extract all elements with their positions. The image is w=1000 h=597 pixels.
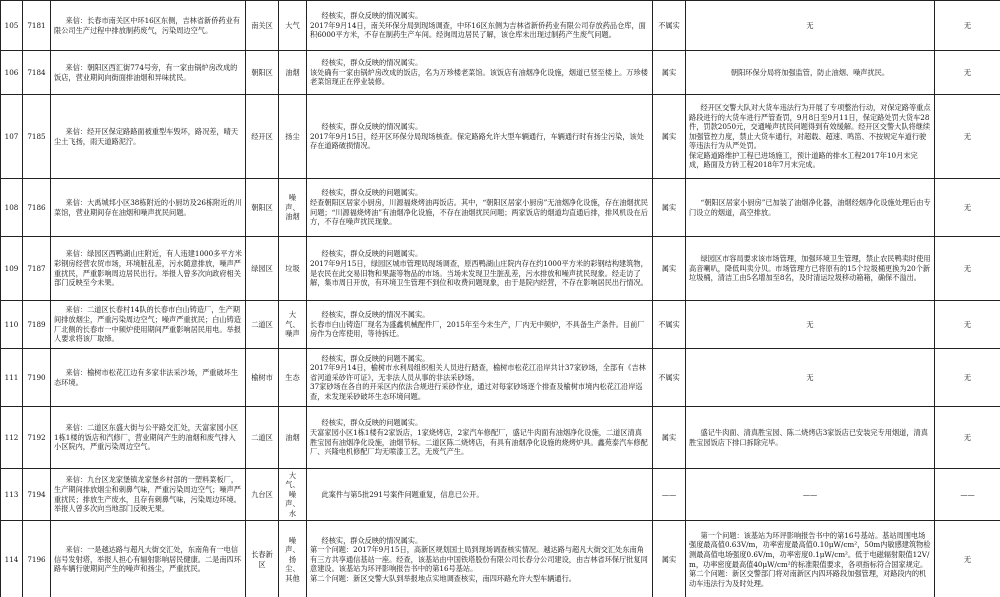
handling-measures: “朝阳区居家小厨房”已加装了油烟净化器，油烟经烟净化设施处理后由专门设立的烟道，高空排放。 bbox=[686, 179, 935, 237]
investigation-result: 经核实，群众反映的问题属实。 经查朝阳区居家小厨房，川源福烧烤油再饭店。其中，“朝阳区居家小厨房”无油烟净化设施，存在油烟扰民问题；“川源福烧烤油”有油烟净化设施，不存在油烟扰民问题；两家饭店的烟道均直通后排，排风机设在后方，不存在噪声扰民现象。 bbox=[307, 179, 653, 237]
table-row bbox=[1, 407, 1000, 469]
accountability: 无 bbox=[935, 95, 1000, 179]
verification-status: 属实 bbox=[653, 407, 686, 469]
table-row bbox=[1, 237, 1000, 301]
table-row bbox=[1, 95, 1000, 179]
row-number: 111 bbox=[1, 349, 23, 407]
investigation-result: 经核实，群众反映的情况属实。 第一个问题：2017年9月15日，高新区规划国土局到现场调查核实情况。越达路与超凡大街交汇处东南角有三方共享通信基站一座。经查，该基站由中国铁塔股份有限公司长春分公司建设，由吉林省环保厅批复同意建设。该基站为环评影响报告书中的第16号基站。 第二个问题：新区交警大队到举报地点实地调查核实，南四环路允许大型车辆通行。 bbox=[307, 521, 653, 597]
verification-status: 属实 bbox=[653, 521, 686, 597]
case-id: 7186 bbox=[23, 179, 51, 237]
pollution-type: 扬尘 bbox=[279, 95, 307, 179]
accountability: 无 bbox=[935, 407, 1000, 469]
handling-measures: 无 bbox=[686, 301, 935, 349]
investigation-result: 经核实，群众反映的问题不属实。 2017年9月14日，榆树市水利局组织相关人员进行踏查，榆树市松花江沿岸共计37家砂场，全部有《吉林省河道采砂许可证》，无非法人员从事的非法采砂场。 37家砂场在各自的开采区内依法合规进行采砂作业，通过对每家砂场逐个排查及榆树市境内松花江沿岸巡查，未发现采砂破坏生态环境问题。 bbox=[307, 349, 653, 407]
row-number: 113 bbox=[1, 469, 23, 521]
case-id: 7184 bbox=[23, 51, 51, 95]
handling-measures: 绿园区市容局要求该市场管理，加强环境卫生管理，禁止农民鸭卖时使用高音喇叭，降低叫卖分贝。市场管理方已将原有的15个垃圾桶更换为20个新垃圾桶，清洁工由5名增加至8名，及时清运垃圾移动箱箱，确保不溢出。 bbox=[686, 237, 935, 301]
accountability: —— bbox=[935, 469, 1000, 521]
district: 二道区 bbox=[246, 407, 279, 469]
case-id: 7196 bbox=[23, 521, 51, 597]
district: 南关区 bbox=[246, 1, 279, 51]
row-number: 108 bbox=[1, 179, 23, 237]
district: 朝阳区 bbox=[246, 51, 279, 95]
district: 绿园区 bbox=[246, 237, 279, 301]
table-row bbox=[1, 179, 1000, 237]
row-number: 114 bbox=[1, 521, 23, 597]
table-row bbox=[1, 51, 1000, 95]
verification-status: 属实 bbox=[653, 95, 686, 179]
accountability: 无 bbox=[935, 349, 1000, 407]
verification-status: 不属实 bbox=[653, 301, 686, 349]
case-id: 7192 bbox=[23, 407, 51, 469]
complaint-text: 来信：二道区长春村14队的长春市白山铸造厂，生产期间排放烟尘，严重污染周边空气；噪声严重扰民；白山铸造厂北侧的长春市一中频炉使用期间严重影响居民用电。举报人要求将该厂取缔。 bbox=[51, 301, 246, 349]
verification-status: —— bbox=[653, 469, 686, 521]
case-id: 7190 bbox=[23, 349, 51, 407]
accountability: 无 bbox=[935, 179, 1000, 237]
pollution-type: 垃圾 bbox=[279, 237, 307, 301]
row-number: 110 bbox=[1, 301, 23, 349]
accountability: 无 bbox=[935, 51, 1000, 95]
row-number: 105 bbox=[1, 1, 23, 51]
district: 二道区 bbox=[246, 301, 279, 349]
investigation-result: 经核实，群众反映的问题属实。 天富家园小区1栋1楼有2家饭店，1家烧烤店，2家汽车修配厂，盛记牛肉面有油烟净化设施，二道区清真胜宝园有油烟净化设施，油烟节标。二道区陈二烧烤店，有具有油烟净化设施的烧烤炉具。鑫苑泰汽车修配厂、兴隆电机修配厂均无喷漆工艺，无废气产生。 bbox=[307, 407, 653, 469]
complaint-text: 来信：一是越达路与超凡大街交汇处，东南角有一电信信号发射塔，举报人担心有辐射影响居民健康。二是南四环路车辆行驶期间产生的噪声和扬尘，严重扰民。 bbox=[51, 521, 246, 597]
verification-status: 不属实 bbox=[653, 349, 686, 407]
table-row bbox=[1, 301, 1000, 349]
handling-measures: —— bbox=[686, 469, 935, 521]
handling-measures: 无 bbox=[686, 349, 935, 407]
complaint-text: 来信：大禹城邦小区38栋附近的小厨坊及26栋附近的川菜馆，营业期间存在油烟和噪声扰民问题。 bbox=[51, 179, 246, 237]
complaint-text: 来信：绿园区西鸭湖山庄附近，有人违建1000多平方米彩钢房经营农贸市场，环境脏乱差，污水随意排放，噪声严重扰民，严重影响周边居民出行。举报人曾多次向政府相关部门反映至今未果。 bbox=[51, 237, 246, 301]
complaint-text: 来信：长春市南关区中环16区东侧，吉林省新侨药业有限公司生产过程中排放制药废气，污染周边空气。 bbox=[51, 1, 246, 51]
pollution-type: 大气 bbox=[279, 1, 307, 51]
row-number: 106 bbox=[1, 51, 23, 95]
pollution-type: 油烟 bbox=[279, 51, 307, 95]
complaint-text: 来信：经开区保定路路面被重型车毁坏，路况差，晴天尘土飞扬，雨天道路泥泞。 bbox=[51, 95, 246, 179]
investigation-result: 经核实，群众反映的问题属实。 2017年9月15日，绿园区城市管理局现场调查，原西鸭湖山庄院内存在约1000平方米的彩钢结构建筑物，是农民在此交易旧物和果蔬等物品的市场。当场未发现卫生脏乱差，污水排放和噪声扰民现象。经走访了解，集市周日开放，有环境卫生管理不到位和收费问题现象，由于是院内经营，不存在影响居民出行情况。 bbox=[307, 237, 653, 301]
pollution-type: 油烟 bbox=[279, 407, 307, 469]
investigation-result: 此案件与第5批291号案件问题重复，信息已公开。 bbox=[307, 469, 653, 521]
case-id: 7189 bbox=[23, 301, 51, 349]
accountability: 无 bbox=[935, 237, 1000, 301]
table-row bbox=[1, 349, 1000, 407]
district: 榆树市 bbox=[246, 349, 279, 407]
complaint-text: 来信：榆树市松花江边有多家非法采沙场，严重破坏生态环境。 bbox=[51, 349, 246, 407]
accountability: 无 bbox=[935, 301, 1000, 349]
district: 经开区 bbox=[246, 95, 279, 179]
row-number: 109 bbox=[1, 237, 23, 301]
pollution-type: 噪声、油烟 bbox=[279, 179, 307, 237]
investigation-result: 经核实，群众反映的情况属实。 2017年9月14日，南关环保分局到现场调查，中环16区东侧为吉林省新侨药业有限公司存放药品仓库，面积6000平方米，不存在制药生产车间。经询周边居民了解，该仓库未出现过制药产生废气问题。 bbox=[307, 1, 653, 51]
verification-status: 属实 bbox=[653, 179, 686, 237]
handling-measures: 第一个问题：该基站为环评影响报告书中的第16号基站。基站周围电场强度最高值0.63V/m，功率密度最高值0.10μW/cm²，50m内敏感建筑物检测最高值电场强度0.6V/m，功率密度0.1μW/cm²。低于电磁辐射限值12V/m，功率密度最高值40μW/cm²的标准限值要求，各项指标符合国家规定。 第二个问题：新区交警部门将对南新区内四环路段加强管理，对路段内的机动车违法行为及时处理。 bbox=[686, 521, 935, 597]
district: 朝阳区 bbox=[246, 179, 279, 237]
investigation-result: 经核实，群众反映的情况属实。 该处确有一家由锅炉房改成的饭店，名为万珍楼老菜馆。该饭店有油烟净化设施，烟道已竖至楼上。万珍楼老菜馆现正在停业装修。 bbox=[307, 51, 653, 95]
pollution-type: 噪声、扬尘、其他 bbox=[279, 521, 307, 597]
verification-status: 属实 bbox=[653, 51, 686, 95]
table-row bbox=[1, 1, 1000, 51]
case-id: 7181 bbox=[23, 1, 51, 51]
handling-measures: 朝阳环保分局将加强监管，防止油烟、噪声扰民。 bbox=[686, 51, 935, 95]
table-row bbox=[1, 521, 1000, 597]
row-number: 107 bbox=[1, 95, 23, 179]
table-row bbox=[1, 469, 1000, 521]
investigation-result: 经核实，群众反映的情况不属实。 长春市白山铸造厂现名为盛鑫机械配件厂，2015年至今未生产，厂内无中频炉，不具备生产条件。目前厂房作为仓库使用，等待拆迁。 bbox=[307, 301, 653, 349]
case-id: 7194 bbox=[23, 469, 51, 521]
verification-status: 属实 bbox=[653, 237, 686, 301]
complaint-text: 来信：九台区龙家堡镇龙家堡乡村部的一塑料菜板厂，生产期间排放烟尘和刺鼻气味，严重污染周边空气；噪声严重扰民；排放生产废水，且存有刺鼻气味，污染周边环境。举报人曾多次向当地部门反映无果。 bbox=[51, 469, 246, 521]
case-id: 7185 bbox=[23, 95, 51, 179]
handling-measures: 经开区交警大队对大货车违法行为开展了专项整治行动，对保定路等重点路段进行的大货车进行严管查罚，9月8日至9月11日，保定路处罚大货车28件，罚款2050元，交通噪声扰民问题得到有效缓解。经开区交警大队将继续加强管控力度，禁止大货车通行，对超载、超速、鸣笛、不按规定车道行驶等违法行为从严处罚。 保定路道路维护工程已进场施工，预计道路的排水工程2017年10月末完成，路面及方砖工程2018年7月末完成。 bbox=[686, 95, 935, 179]
complaint-text: 来信：朝阳区西汇街774号旁，有一家由锅炉房改成的饭店，营业期间向街面排油烟和异味扰民。 bbox=[51, 51, 246, 95]
accountability: 无 bbox=[935, 521, 1000, 597]
district: 九台区 bbox=[246, 469, 279, 521]
handling-measures: 盛记牛肉面、清真胜宝园、陈二烧烤店3家饭店已安装完专用烟道，清真胜宝园饭店下排口拆除完毕。 bbox=[686, 407, 935, 469]
verification-status: 不属实 bbox=[653, 1, 686, 51]
accountability: 无 bbox=[935, 1, 1000, 51]
pollution-type: 大气、噪声、水 bbox=[279, 469, 307, 521]
pollution-type: 生态 bbox=[279, 349, 307, 407]
investigation-result: 经核实，群众反映的情况属实。 2017年9月15日，经开区环保分局现场核查。保定路路允许大型车辆通行，车辆通行时有扬尘污染，该处存在道路破损情况。 bbox=[307, 95, 653, 179]
pollution-type: 大气、噪声 bbox=[279, 301, 307, 349]
handling-measures: 无 bbox=[686, 1, 935, 51]
row-number: 112 bbox=[1, 407, 23, 469]
district: 长春新区 bbox=[246, 521, 279, 597]
complaint-text: 来信：二道区东盛大街与公平路交汇处，天富家园小区1栋1楼的饭店和汽修厂，营业期间产生的油烟和废气排入小区院内，严重污染周边空气。 bbox=[51, 407, 246, 469]
case-id: 7187 bbox=[23, 237, 51, 301]
